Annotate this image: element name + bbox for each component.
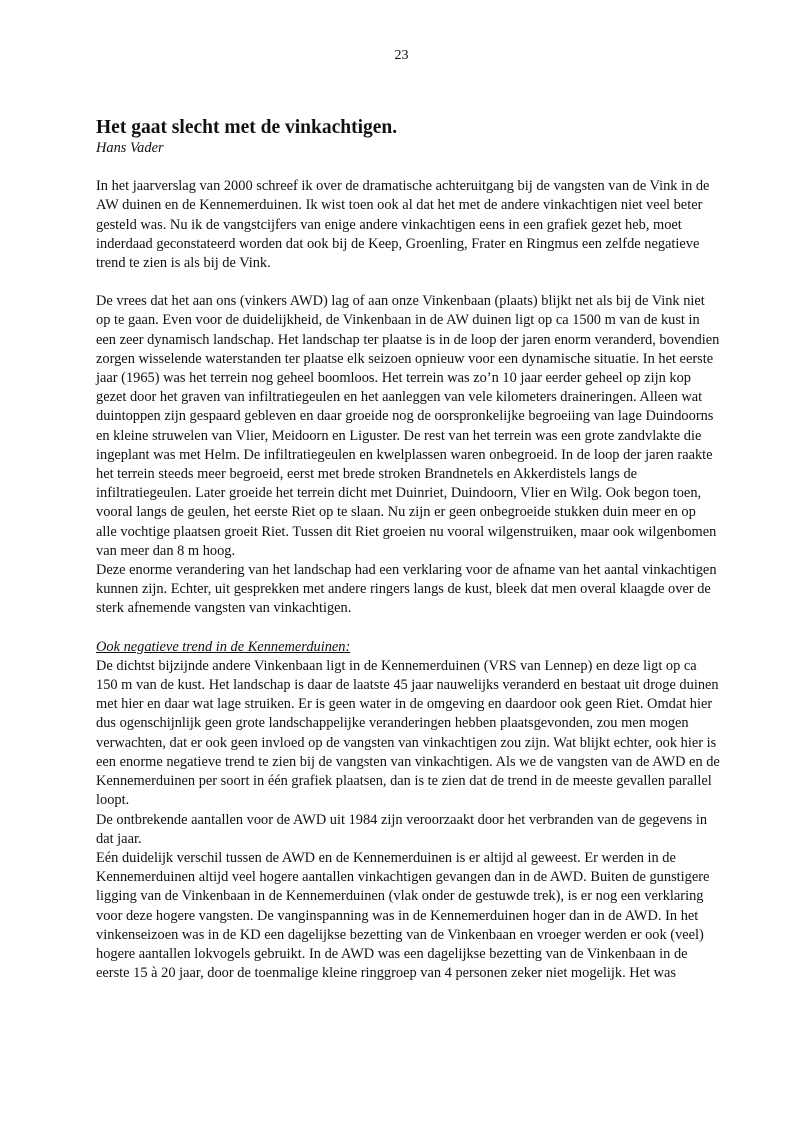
page-number: 23 [394,48,409,63]
article-title: Het gaat slecht met de vinkachtigen. [96,117,398,138]
paragraph-kennemerduinen: De dichtst bijzijnde andere Vinkenbaan ligt in de Kennemerduinen (VRS van Lennep) en deze ligt op ca 150 m van de kust. Het landschap is daar de laatste 45 jaar nauwelijks veranderd en bestaat uit droge duinen met hier en daar wat lage struiken. Er is geen water in de omgeving en daardoor ook geen Riet. Omdat hier dus ogenschijnlijk geen grote landschappelijke veranderingen hebben plaatsgevonden, zou men mogen verwachten, dat er ook geen invloed op de vangsten van vinkachtigen zou zijn. Wat blijkt echter, ook hier is een enorme negatieve trend te zien bij de vangsten van vinkachtigen. Als we de vangsten van de AWD en de Kennemerduinen per soort in één grafiek plaatsen, dan is te zien dat de trend in de meeste gevallen parallel loopt. [96,657,720,809]
paragraph-landscape: De vrees dat het aan ons (vinkers AWD) lag of aan onze Vinkenbaan (plaats) blijkt net als bij de Vink niet op te gaan. Even voor de duidelijkheid, de Vinkenbaan in de AW duinen ligt op ca 1500 m van de kust in een zeer dynamisch landschap. Het landschap ter plaatse is in de loop der jaren enorm veranderd, bovendien zorgen wisselende waterstanden ter plaatse elk seizoen opnieuw voor een dynamische situatie. In het eerste jaar (1965) was het terrein nog geheel boomloos. Het terrein was zo’n 10 jaar eerder geheel op zijn kop gezet door het graven van infiltratiegeulen en het aanleggen van vele kilometers draineringen. Alleen wat duintoppen zijn gespaard gebleven en daar groeide nog de oorspronkelijke begroeiing van lage Duindoorns en kleine struwelen van Vlier, Meidoorn en Liguster. De rest van het terrein was een grote zandvlakte die ingeplant was met Helm. De infiltratiegeulen en kwelplassen waren onbegroeid. In de loop der jaren raakte het terrein steeds meer begroeid, eerst met brede stroken Brandnetels en Akkerdistels langs de infiltratiegeulen. Later groeide het terrein dicht met Duinriet, Duindoorn, Vlier en Wilg. Ook begon toen, vooral langs de geulen, het eerste Riet op te slaan. Nu zijn er geen onbegroeide stukken duin meer en op alle vochtige plaatsen groeit Riet. Tussen dit Riet groeien nu vooral wilgenstruiken, maar ook wilgenbomen van meer dan 8 m hoog. [96,293,720,559]
section-subheading: Ook negatieve trend in de Kennemerduinen: [96,638,351,655]
paragraph-explanation: Deze enorme verandering van het landschap had een verklaring voor de afname van het aantal vinkachtigen kunnen zijn. Echter, uit gesprekken met andere ringers langs de kust, bleek dat men overal klaagde over de sterk afnemende vangsten van vinkachtigen. [96,562,717,617]
article [96,117,720,983]
paragraph-missing-data: De ontbrekende aantallen voor de AWD uit 1984 zijn veroorzaakt door het verbranden van de gegevens in dat jaar. [96,811,708,847]
paragraph-intro: In het jaarverslag van 2000 schreef ik over de dramatische achteruitgang bij de vangsten van de Vink in de AW duinen en de Kennemerduinen. Ik wist toen ook al dat het met de andere vinkachtigen niet veel beter gesteld was. Nu ik de vangstcijfers van enige andere vinkachtigen eens in een grafiek gezet heb, moet inderdaad geconstateerd worden dat ook bij de Keep, Groenling, Frater en Ringmus een zelfde negatieve trend te zien is als bij de Vink. [96,178,710,272]
paragraph-gap [96,273,720,292]
paragraph-gap [96,619,720,638]
paragraph-difference: Eén duidelijk verschil tussen de AWD en de Kennemerduinen is er altijd al geweest. Er werden in de Kennemerduinen altijd veel hogere aantallen vinkachtigen gevangen dan in de AWD. Buiten de gunstigere ligging van de Vinkenbaan in de Kennemerduinen (vlak onder de gestuwde trek), is er nog een verklaring voor deze hogere vangsten. De vanginspanning was in de Kennemerduinen hoger dan in de AWD. In het vinkenseizoen was in de KD een dagelijkse bezetting van de Vinkenbaan en vroeger werden er ook (veel) hogere aantallen lokvogels gebruikt. In de AWD was een dagelijkse bezetting van de Vinkenbaan in de eerste 15 à 20 jaar, door de toenmalige kleine ringgroep van 4 personen zeker niet mogelijk. Het was [96,849,710,982]
article-author: Hans Vader [96,140,164,156]
